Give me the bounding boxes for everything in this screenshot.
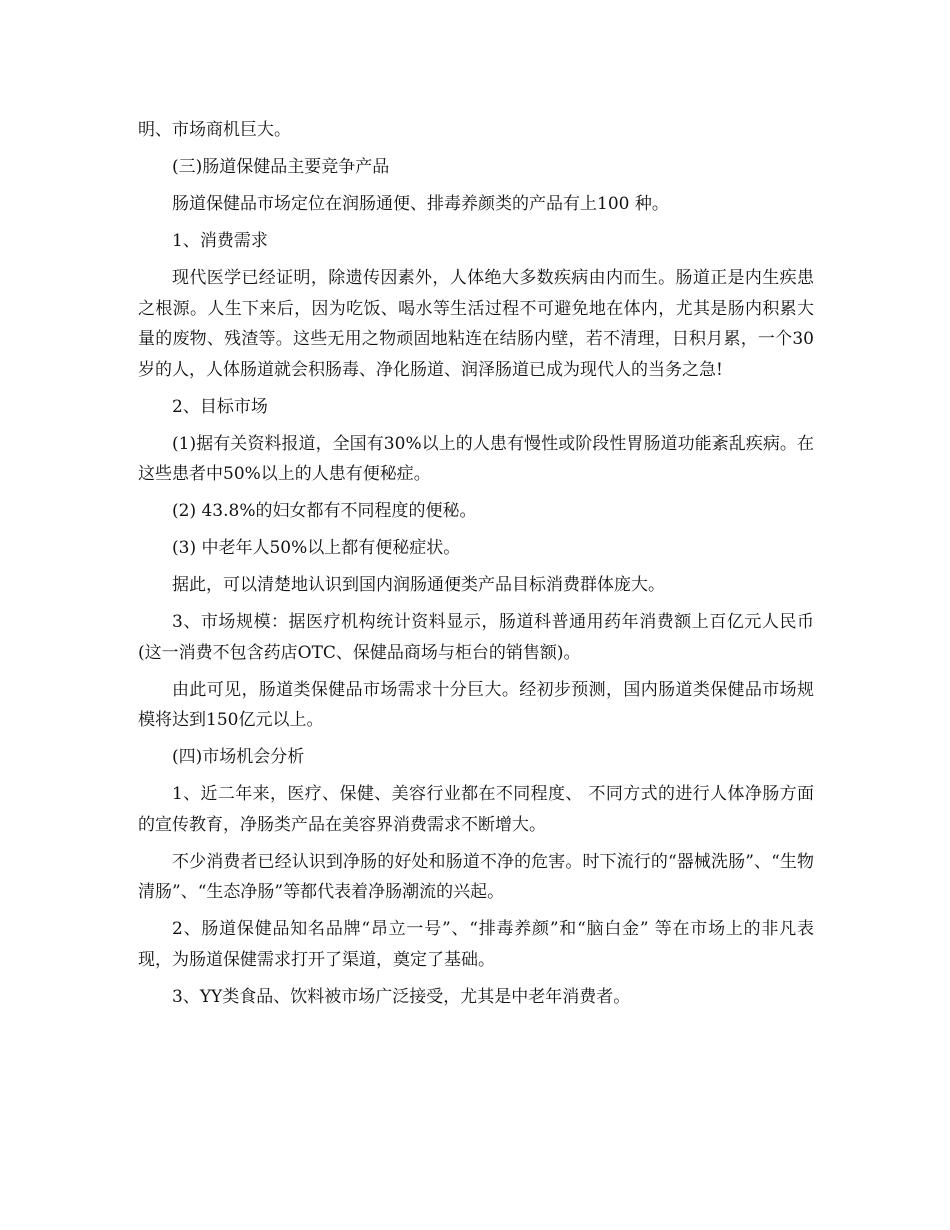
paragraph-opportunity-1: 1、近二年来，医疗、保健、美容行业都在不同程度、 不同方式的进行人体净肠方面的宣传教育，净肠类产品在美容界消费需求不断增大。: [138, 784, 814, 835]
paragraph-target-market-1: (1)据有关资料报道，全国有30%以上的人患有慢性或阶段性胃肠道功能紊乱疾病。在这些患者中50%以上的人患有便秘症。: [138, 433, 814, 484]
paragraph-target-conclusion: 据此，可以清楚地认识到国内润肠通便类产品目标消费群体庞大。: [172, 575, 665, 595]
document-body: [138, 115, 814, 1012]
paragraph-market-forecast: 由此可见，肠道类保健品市场需求十分巨大。经初步预测，国内肠道类保健品市场规模将达到150亿元以上。: [138, 679, 814, 730]
paragraph-opportunity-2: 2、肠道保健品知名品牌“昂立一号”、“排毒养颜”和“脑白金” 等在市场上的非凡表现，为肠道保健需求打开了渠道，奠定了基础。: [138, 919, 814, 970]
section-heading-competing-products: (三)肠道保健品主要竞争产品: [172, 157, 390, 177]
paragraph-opportunity-3: 3、YY类食品、饮料被市场广泛接受，尤其是中老年消费者。: [172, 986, 631, 1007]
paragraph-continuation: 明、市场商机巨大。: [138, 120, 291, 140]
paragraph-target-market-3: (3) 中老年人50%以上都有便秘症状。: [172, 538, 461, 558]
paragraph-target-market-2: (2) 43.8%的妇女都有不同程度的便秘。: [172, 501, 477, 521]
paragraph-opportunity-consumers: 不少消费者已经认识到净肠的好处和肠道不净的危害。时下流行的“器械洗肠”、“生物清肠”、“生态净肠”等都代表着净肠潮流的兴起。: [138, 851, 814, 902]
paragraph-modern-medicine: 现代医学已经证明，除遗传因素外，人体绝大多数疾病由内而生。肠道正是内生疾患之根源。人生下来后，因为吃饭、喝水等生活过程不可避免地在体内，尤其是肠内积累大量的废物、残渣等。这些无用之物顽固地粘连在结肠内壁，若不清理，日积月累，一个30岁的人，人体肠道就会积肠毒、净化肠道、润泽肠道已成为现代人的当务之急!: [138, 268, 814, 380]
paragraph-market-scale: 3、市场规模：据医疗机构统计资料显示，肠道科普通用药年消费额上百亿元人民币(这一消费不包含药店OTC、保健品商场与柜台的销售额)。: [138, 612, 814, 663]
subheading-target-market: 2、目标市场: [172, 396, 268, 417]
paragraph-market-positioning: 肠道保健品市场定位在润肠通便、排毒养颜类的产品有上100 种。: [172, 194, 669, 214]
section-heading-opportunity-analysis: (四)市场机会分析: [172, 747, 305, 767]
subheading-consumer-demand: 1、消费需求: [172, 231, 268, 251]
